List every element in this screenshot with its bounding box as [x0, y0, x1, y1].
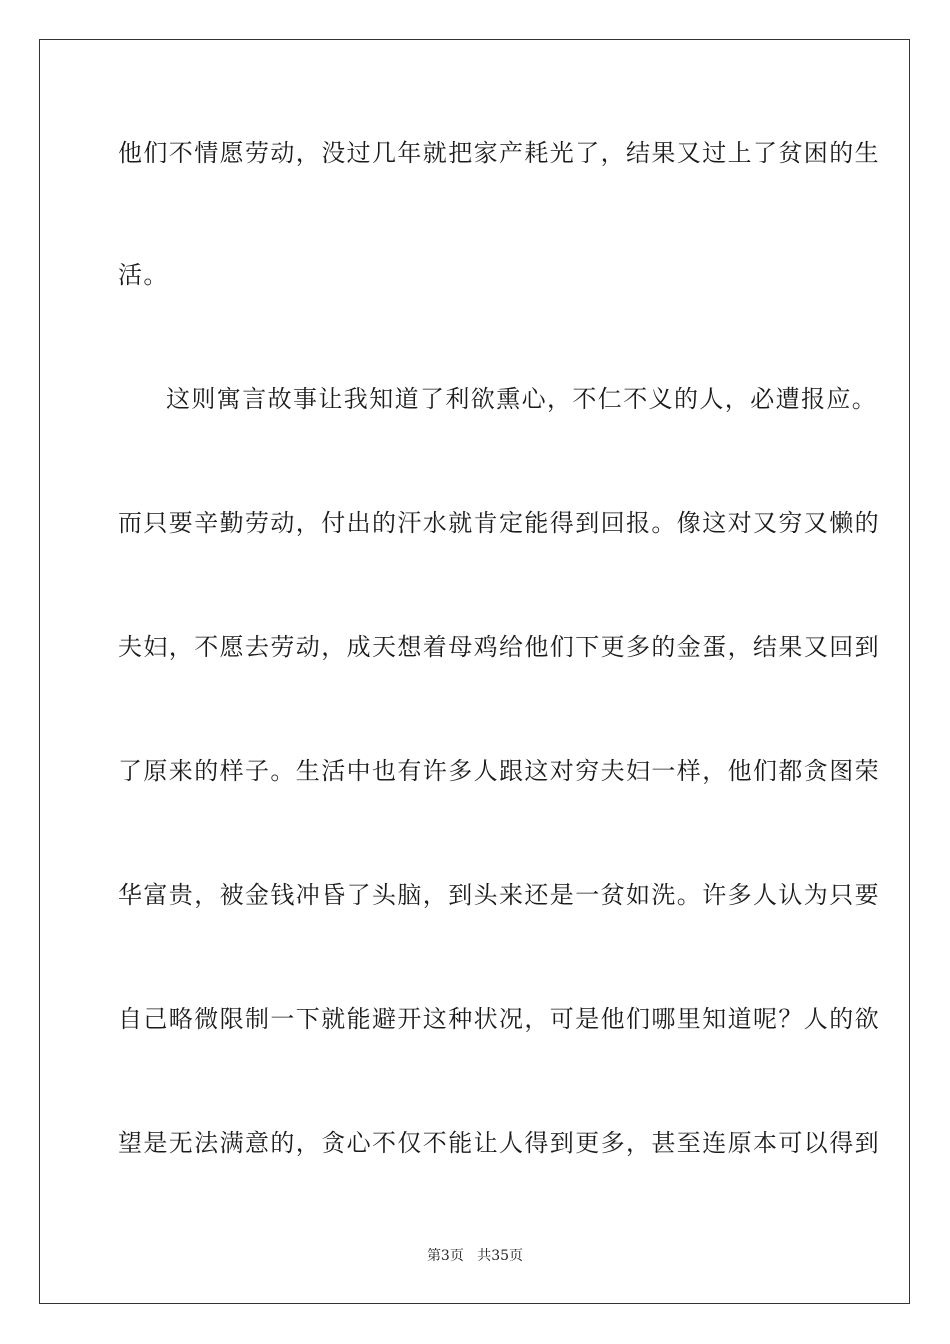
page-footer	[0, 1247, 950, 1265]
text-line-6: 了原来的样子。生活中也有许多人跟这对穷夫妇一样，他们都贪图荣	[118, 757, 880, 785]
text-line-1: 他们不情愿劳动，没过几年就把家产耗光了，结果又过上了贫困的生	[118, 139, 880, 167]
page-number: 第3页	[426, 1248, 464, 1264]
text-line-7: 华富贵，被金钱冲昏了头脑，到头来还是一贫如洗。许多人认为只要	[118, 881, 880, 909]
text-line-3: 这则寓言故事让我知道了利欲熏心，不仁不义的人，必遭报应。	[166, 385, 878, 413]
text-line-5: 夫妇，不愿去劳动，成天想着母鸡给他们下更多的金蛋，结果又回到	[118, 633, 880, 661]
text-line-9: 望是无法满意的，贪心不仅不能让人得到更多，甚至连原本可以得到	[118, 1129, 880, 1157]
text-line-8: 自己略微限制一下就能避开这种状况，可是他们哪里知道呢？人的欲	[118, 1005, 880, 1033]
text-line-2: 活。	[118, 261, 169, 289]
text-line-4: 而只要辛勤劳动，付出的汗水就肯定能得到回报。像这对又穷又懒的	[118, 509, 880, 537]
page-total: 共35页	[477, 1248, 524, 1264]
page-border	[39, 39, 910, 1304]
